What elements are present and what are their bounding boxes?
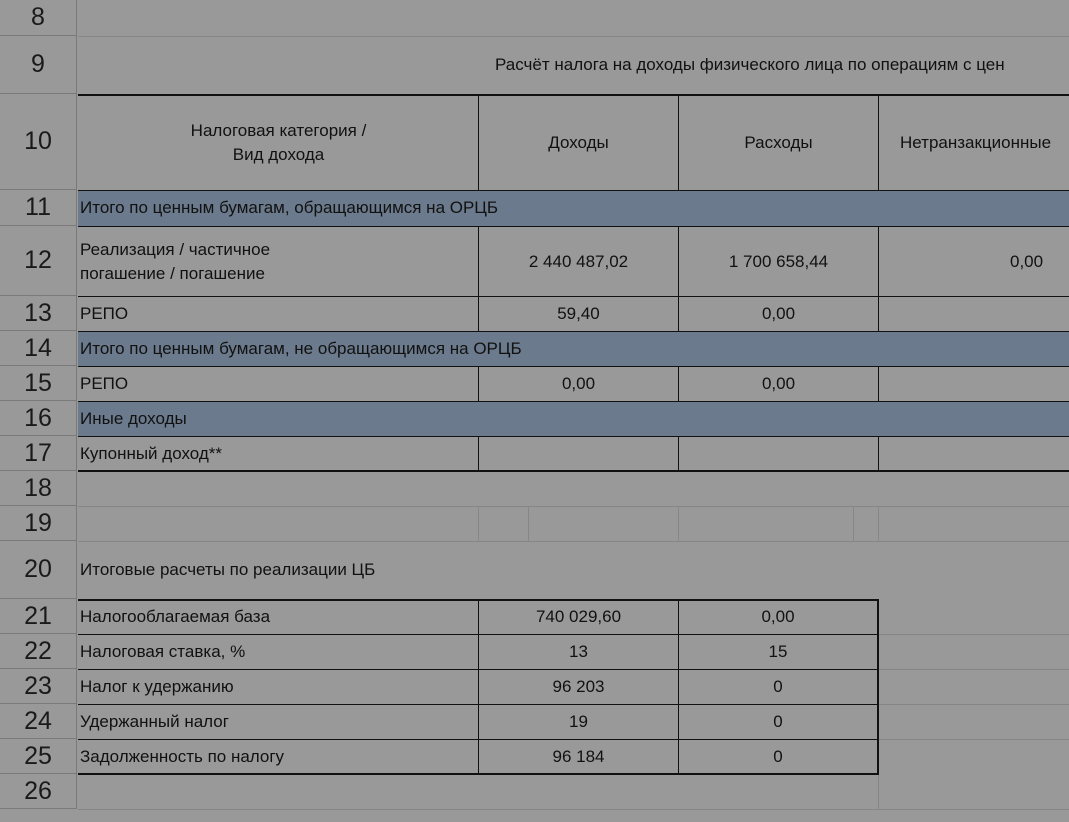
header-tax-category[interactable] [79, 96, 478, 190]
row-header[interactable]: 24 [0, 704, 77, 739]
row13-expense[interactable]: 0,00 [761, 304, 796, 323]
summary-value-a[interactable]: 19 [569, 712, 588, 731]
section-other-income-title[interactable]: Иные доходы [80, 408, 187, 428]
row-header[interactable]: 18 [0, 471, 77, 506]
summary-value-a[interactable]: 740 029,60 [535, 607, 622, 626]
row-header[interactable]: 13 [0, 296, 77, 331]
row-header[interactable]: 11 [0, 190, 77, 226]
summary-value-a[interactable]: 96 203 [552, 677, 605, 696]
row-header[interactable]: 26 [0, 774, 77, 809]
row12-expense[interactable]: 1 700 658,44 [728, 251, 829, 271]
report-title[interactable]: Расчёт налога на доходы физического лица по операциям с цен [495, 55, 1005, 74]
row-header[interactable]: 21 [0, 599, 77, 634]
row-header[interactable]: 12 [0, 226, 77, 296]
summary-label[interactable]: Налоговая ставка, % [80, 642, 246, 661]
row15-label[interactable]: РЕПО [80, 374, 129, 393]
summary-value-b[interactable]: 0,00 [761, 607, 795, 626]
summary-label[interactable]: Удержанный налог [80, 712, 229, 731]
row12-label-line2: погашение / погашение [80, 263, 265, 283]
row15-income[interactable]: 0,00 [561, 374, 596, 393]
row-header[interactable]: 22 [0, 634, 77, 669]
row-header[interactable]: 8 [0, 0, 77, 36]
header-nontransactional[interactable]: Нетранзакционные [900, 133, 1052, 152]
row-header[interactable]: 14 [0, 331, 77, 366]
summary-value-b[interactable]: 15 [768, 642, 788, 661]
header-income[interactable]: Доходы [548, 133, 609, 152]
header-expense[interactable]: Расходы [744, 133, 813, 152]
summary-label[interactable]: Налог к удержанию [80, 677, 234, 696]
row-header[interactable]: 9 [0, 36, 77, 94]
row13-income[interactable]: 59,40 [557, 304, 600, 323]
summary-label[interactable]: Задолженность по налогу [80, 747, 285, 766]
row12-income[interactable]: 2 440 487,02 [528, 251, 629, 271]
summary-value-b[interactable]: 0 [773, 747, 783, 766]
header-tax-category-line2: Вид дохода [232, 145, 325, 164]
row15-expense[interactable]: 0,00 [761, 374, 796, 393]
header-tax-category-line1: Налоговая категория / [190, 121, 367, 140]
summary-value-a[interactable]: 96 184 [552, 747, 605, 766]
row12-label-line1: Реализация / частичное [80, 239, 271, 259]
row17-label[interactable]: Купонный доход** [80, 444, 223, 463]
row12-label[interactable] [80, 227, 478, 296]
summary-title[interactable]: Итоговые расчеты по реализации ЦБ [80, 560, 376, 579]
row-header[interactable]: 16 [0, 401, 77, 436]
section-band [78, 401, 1069, 436]
summary-label[interactable]: Налогооблагаемая база [80, 607, 271, 626]
row-header[interactable]: 19 [0, 506, 77, 541]
row-header[interactable]: 10 [0, 94, 77, 190]
summary-value-b[interactable]: 0 [773, 677, 783, 696]
row-header[interactable]: 20 [0, 541, 77, 599]
summary-value-b[interactable]: 0 [773, 712, 783, 731]
row13-label[interactable]: РЕПО [80, 304, 129, 323]
section-non-orcb-title[interactable]: Итого по ценным бумагам, не обращающимся на ОРЦБ [80, 338, 522, 358]
row-header[interactable]: 17 [0, 436, 77, 471]
row12-nontrans[interactable]: 0,00 [1010, 251, 1044, 271]
row-header[interactable]: 25 [0, 739, 77, 774]
summary-value-a[interactable]: 13 [569, 642, 588, 661]
row-header[interactable]: 23 [0, 669, 77, 704]
row-header[interactable]: 15 [0, 366, 77, 401]
section-orcb-title[interactable]: Итого по ценным бумагам, обращающимся на ОРЦБ [80, 198, 499, 217]
